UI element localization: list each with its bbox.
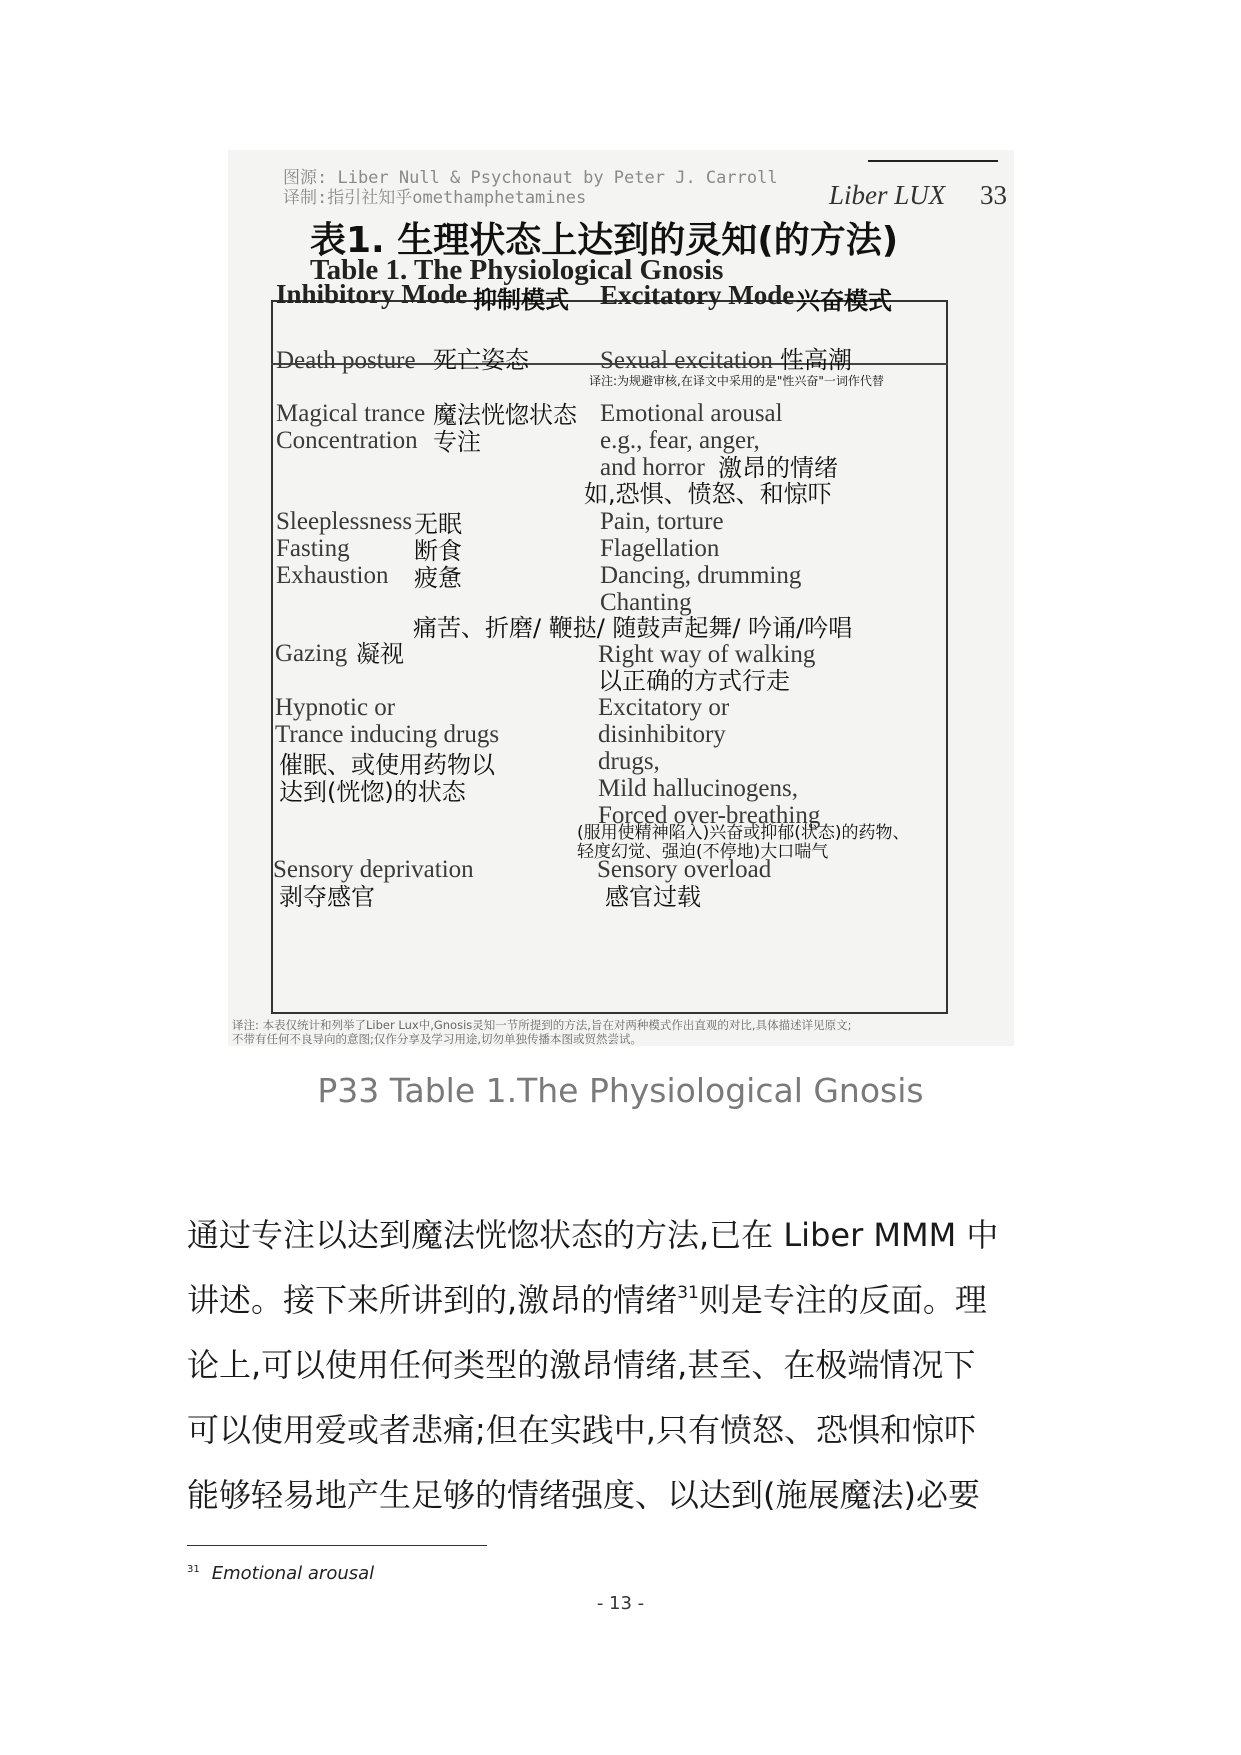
figure-caption: P33 Table 1.The Physiological Gnosis bbox=[317, 1071, 924, 1110]
book-page-number: 33 bbox=[980, 180, 1007, 210]
cell-gazing-cn: 凝视 bbox=[356, 640, 404, 668]
header-inhibitory-en: Inhibitory Mode bbox=[276, 279, 468, 309]
body-paragraph bbox=[187, 1203, 1057, 1528]
body-line: 能够轻易地产生足够的情绪强度、以达到(施展魔法)必要 bbox=[187, 1476, 980, 1514]
cell-hypnotic-en-2: Trance inducing drugs bbox=[275, 721, 500, 748]
cell-excitatory-drugs-cn-1: (服用使精神陷入)兴奋或抑郁(状态)的药物、 bbox=[577, 823, 910, 843]
page-number: - 13 - bbox=[596, 1593, 645, 1614]
header-excitatory-en: Excitatory Mode bbox=[600, 280, 795, 310]
footnote bbox=[187, 1563, 374, 1584]
footnote-separator bbox=[187, 1545, 487, 1546]
cell-magical-trance-en: Magical trance bbox=[276, 400, 426, 427]
cell-fasting-cn: 断食 bbox=[414, 537, 462, 565]
cell-death-posture-cn: 死亡姿态 bbox=[433, 346, 529, 374]
footnote-number: 31 bbox=[187, 1564, 200, 1575]
header-inhibitory-cn: 抑制模式 bbox=[473, 286, 569, 314]
running-title: Liber LUX bbox=[829, 180, 946, 210]
cell-sleeplessness-en: Sleeplessness bbox=[276, 508, 413, 535]
body-text-span: 讲述。接下来所讲到的,激昂的情绪 bbox=[187, 1281, 678, 1319]
cell-hypnotic-cn-2: 达到(恍惚)的状态 bbox=[279, 778, 466, 806]
cell-emotional-arousal-en-1: Emotional arousal bbox=[600, 400, 783, 427]
cell-sensory-deprivation-cn: 剥夺感官 bbox=[279, 883, 375, 911]
cell-hypnotic-cn-1: 催眠、或使用药物以 bbox=[279, 751, 495, 779]
body-line bbox=[187, 1268, 1057, 1333]
image-source-credit bbox=[283, 168, 778, 208]
disclaimer-line: 译注: 本表仅统计和列举了Liber Lux中,Gnosis灵知一节所提到的方法,旨在对两种模式作出直观的对比,具体描述详见原文; bbox=[232, 1018, 852, 1032]
body-line: 可以使用爱或者悲痛;但在实践中,只有愤怒、恐惧和惊吓 bbox=[187, 1411, 976, 1449]
scanned-table-image bbox=[228, 150, 1014, 1046]
cell-emotional-arousal-en-2: e.g., fear, anger, bbox=[600, 427, 760, 454]
footnote-reference[interactable]: 31 bbox=[677, 1283, 699, 1303]
cell-right-walking-cn: 以正确的方式行走 bbox=[598, 667, 790, 695]
header-rule bbox=[868, 160, 998, 162]
table-title-chinese: 表1. 生理状态上达到的灵知(的方法) bbox=[310, 220, 899, 261]
cell-mild-hallucinogens-en: Mild hallucinogens, bbox=[598, 775, 798, 802]
cell-excitatory-drugs-en-1: Excitatory or bbox=[598, 694, 730, 721]
translator-disclaimer bbox=[232, 1018, 851, 1046]
cell-pain-group-cn: 痛苦、折磨/ 鞭挞/ 随鼓声起舞/ 吟诵/吟唱 bbox=[413, 614, 853, 642]
translator-note-sexual: 译注:为规避审核,在译文中采用的是"性兴奋"一词作代替 bbox=[589, 374, 884, 388]
translator-credit-line: 译制:指引社知乎omethamphetamines bbox=[283, 188, 587, 208]
body-text-span: 则是专注的反面。理 bbox=[698, 1281, 987, 1319]
cell-sensory-deprivation-en: Sensory deprivation bbox=[273, 856, 474, 883]
cell-concentration-cn: 专注 bbox=[433, 428, 481, 456]
cell-exhaustion-cn: 疲惫 bbox=[414, 564, 462, 592]
cell-emotional-arousal-en-3: and horror bbox=[600, 454, 705, 481]
cell-concentration-en: Concentration bbox=[276, 427, 418, 454]
cell-excitatory-drugs-en-2: disinhibitory bbox=[598, 721, 726, 748]
cell-emotional-arousal-cn-2: 如,恐惧、愤怒、和惊吓 bbox=[584, 480, 832, 508]
cell-excitatory-drugs-en-3: drugs, bbox=[598, 748, 660, 775]
disclaimer-line: 不带有任何不良导向的意图;仅作分享及学习用途,切勿单独传播本图或贸然尝试。 bbox=[232, 1032, 643, 1046]
cell-hypnotic-en-1: Hypnotic or bbox=[275, 694, 396, 721]
cell-forced-over-breathing-en: Forced over-breathing bbox=[598, 802, 821, 829]
cell-chanting-en: Chanting bbox=[600, 589, 692, 616]
cell-sensory-overload-cn: 感官过载 bbox=[605, 883, 701, 911]
cell-exhaustion-en: Exhaustion bbox=[276, 562, 389, 589]
cell-sleeplessness-cn: 无眠 bbox=[414, 510, 462, 538]
cell-fasting-en: Fasting bbox=[276, 535, 350, 562]
footnote-text: Emotional arousal bbox=[211, 1563, 375, 1584]
source-line: 图源: Liber Null & Psychonaut by Peter J. Carroll bbox=[283, 168, 778, 188]
table-title-english: Table 1. The Physiological Gnosis bbox=[310, 254, 724, 286]
cell-flagellation-en: Flagellation bbox=[600, 535, 720, 562]
cell-emotional-arousal-cn-1: 激昂的情绪 bbox=[718, 454, 838, 482]
cell-right-walking-en: Right way of walking bbox=[598, 641, 816, 668]
cell-sensory-overload-en: Sensory overload bbox=[597, 856, 772, 883]
cell-dancing-drumming-en: Dancing, drumming bbox=[600, 562, 802, 589]
cell-pain-torture-en: Pain, torture bbox=[600, 508, 724, 535]
cell-death-posture-en: Death posture bbox=[276, 347, 416, 374]
cell-gazing-en: Gazing bbox=[275, 640, 348, 667]
cell-sexual-excitation-cn: 性高潮 bbox=[780, 346, 852, 374]
body-line: 论上,可以使用任何类型的激昂情绪,甚至、在极端情况下 bbox=[187, 1346, 976, 1384]
cell-magical-trance-cn: 魔法恍惚状态 bbox=[433, 401, 577, 429]
body-line: 通过专注以达到魔法恍惚状态的方法,已在 Liber MMM 中 bbox=[187, 1216, 999, 1254]
header-excitatory-cn: 兴奋模式 bbox=[796, 287, 892, 315]
cell-excitatory-drugs-cn-2: 轻度幻觉、强迫(不停地)大口喘气 bbox=[577, 842, 829, 862]
cell-sexual-excitation-en: Sexual excitation bbox=[600, 347, 773, 374]
